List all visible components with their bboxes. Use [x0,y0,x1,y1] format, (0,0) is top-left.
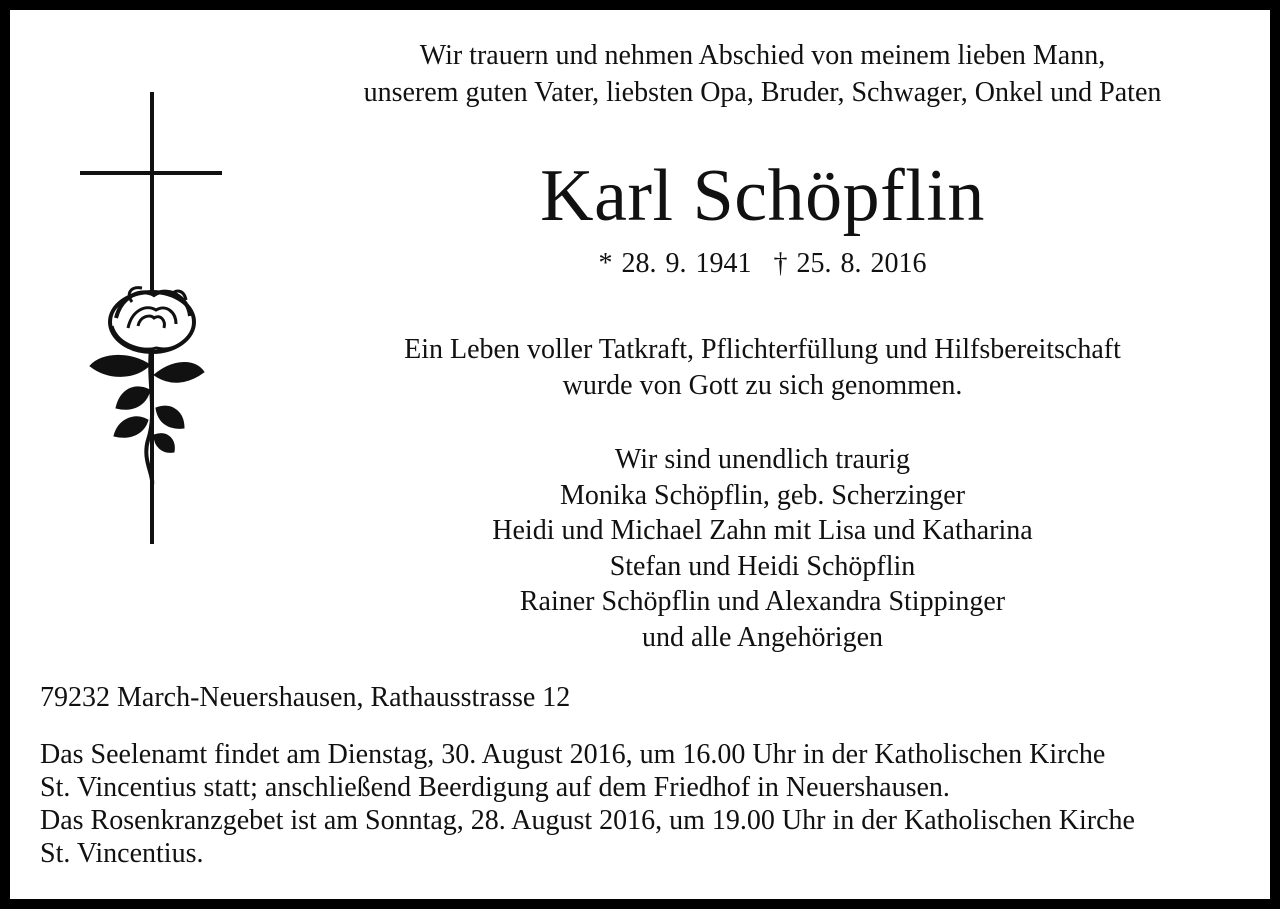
service-details [40,738,1260,870]
mourner-line: Heidi und Michael Zahn mit Lisa und Katharina [492,515,1033,546]
life-line: Ein Leben voller Tatkraft, Pflichterfüllung und Hilfsbereitschaft [404,334,1121,365]
intro-line: Wir trauern und nehmen Abschied von meinem lieben Mann, [419,40,1106,71]
life-line: wurde von Gott zu sich genommen. [562,370,963,401]
life-dates [240,246,1270,282]
intro-text [240,37,1270,111]
family-address: 79232 March-Neuershausen, Rathausstrasse 12 [40,682,571,713]
service-line: St. Vincentius statt; anschließend Beerdigung auf dem Friedhof in Neuershausen. [40,772,950,803]
mourner-line: Stefan und Heidi Schöpflin [609,550,916,582]
birth-date: * 28. 9. 1941 [598,248,752,279]
mourners-list [240,442,1270,655]
death-date: † 25. 8. 2016 [773,248,927,279]
service-line: Das Rosenkranzgebet ist am Sonntag, 28. August 2016, um 19.00 Uhr in der Katholischen Kirche [40,805,1135,836]
life-statement [240,332,1270,404]
mourner-line: Rainer Schöpflin und Alexandra Stippinger [519,586,1006,617]
intro-line: unserem guten Vater, liebsten Opa, Bruder, Schwager, Onkel und Paten [363,77,1162,108]
rose-icon [90,288,204,485]
cross-with-rose-artwork [72,90,232,550]
mourner-line: und alle Angehörigen [641,621,884,653]
mourner-line: Wir sind unendlich traurig [614,444,911,475]
deceased-name: Karl Schöpflin [540,155,985,237]
mourner-line: Monika Schöpflin, geb. Scherzinger [559,479,966,511]
service-line: Das Seelenamt findet am Dienstag, 30. August 2016, um 16.00 Uhr in der Katholischen Kirche [40,739,1106,770]
service-line: St. Vincentius. [40,838,204,869]
obituary-card [10,10,1270,899]
